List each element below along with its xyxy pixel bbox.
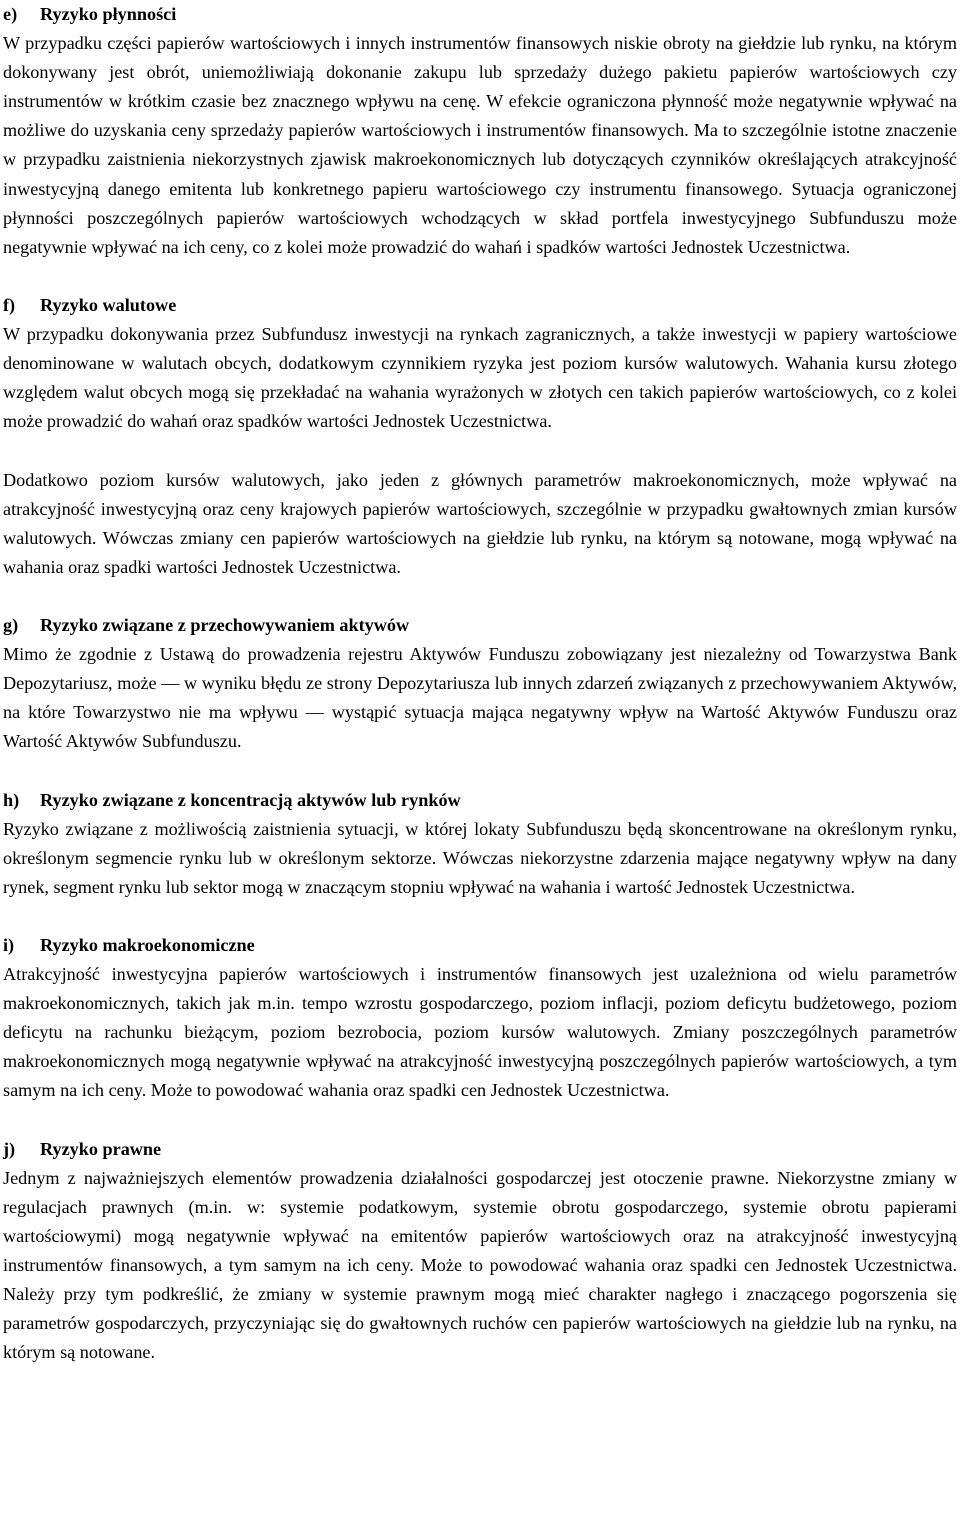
- section-marker: e): [3, 4, 18, 24]
- section-marker: j): [3, 1138, 16, 1159]
- section-heading: [3, 931, 957, 960]
- section-legal-risk: [3, 1135, 957, 1368]
- section-marker: g): [3, 614, 19, 635]
- section-heading: [3, 611, 957, 640]
- section-marker: h): [3, 789, 20, 810]
- section-heading: [3, 291, 957, 320]
- section-title: Ryzyko walutowe: [40, 294, 177, 315]
- section-title: Ryzyko prawne: [40, 1138, 162, 1159]
- section-paragraph: Jednym z najważniejszych elementów prowadzenia działalności gospodarczej jest otoczenie prawne. Niekorzystne zmiany w regulacjach prawnych (m.in. w: systemie podatkowym, systemie obrotu gospodarczego, systemie obrotu papierami wartościowymi) mogą negatywnie wpływać na emitentów papierów wartościowych oraz na atrakcyjność inwestycyjną instrumentów finansowych, a tym samym na ich ceny. Może to powodować wahania oraz spadki cen Jednostek Uczestnictwa. Należy przy tym podkreślić, że zmiany w systemie prawnym mogą mieć charakter nagłego i znaczącego pogorszenia się parametrów gospodarczych, przyczyniając się do gwałtownych ruchów cen papierów wartościowych na giełdzie lub na rynku, na którym są notowane.: [3, 1167, 957, 1363]
- section-currency-risk: [3, 291, 957, 582]
- document-page: [3, 0, 957, 1367]
- section-heading: [3, 0, 957, 29]
- section-title: Ryzyko makroekonomiczne: [40, 935, 255, 955]
- section-title: Ryzyko płynności: [40, 4, 177, 24]
- section-custody-risk: [3, 611, 957, 756]
- section-marker: i): [3, 935, 15, 955]
- section-title: Ryzyko związane z koncentracją aktywów lub rynków: [40, 789, 461, 810]
- section-title: Ryzyko związane z przechowywaniem aktywów: [40, 614, 410, 635]
- section-paragraph: Atrakcyjność inwestycyjna papierów wartościowych i instrumentów finansowych jest uzależniona od wielu parametrów makroekonomicznych, takich jak m.in. tempo wzrostu gospodarczego, poziom inflacji, poziom deficytu budżetowego, poziom deficytu na rachunku bieżącym, poziom bezrobocia, poziom kursów walutowych. Zmiany poszczególnych parametrów makroekonomicznych mogą negatywnie wpływać na atrakcyjność inwestycyjną poszczególnych papierów wartościowych, a tym samym na ich ceny. Może to powodować wahania oraz spadki cen Jednostek Uczestnictwa.: [3, 964, 957, 1101]
- section-paragraph: W przypadku dokonywania przez Subfundusz inwestycji na rynkach zagranicznych, a także inwestycji w papiery wartościowe denominowane w walutach obcych, dodatkowym czynnikiem ryzyka jest poziom kursów walutowych. Wahania kursu złotego względem walut obcych mogą się przekładać na wahania wyrażonych w złotych cen takich papierów wartościowych, co z kolei może prowadzić do wahań oraz spadków wartości Jednostek Uczestnictwa.: [3, 324, 957, 432]
- section-concentration-risk: [3, 786, 957, 902]
- section-heading: [3, 1135, 957, 1164]
- section-paragraph: Mimo że zgodnie z Ustawą do prowadzenia rejestru Aktywów Funduszu zobowiązany jest niezależny od Towarzystwa Bank Depozytariusz, może — w wyniku błędu ze strony Depozytariusza lub innych zdarzeń związanych z przechowywaniem Aktywów, na które Towarzystwo nie ma wpływu — wystąpić sytuacja mająca negatywny wpływ na Wartość Aktywów Funduszu oraz Wartość Aktywów Subfunduszu.: [3, 644, 957, 752]
- section-heading: [3, 786, 957, 815]
- section-paragraph: Ryzyko związane z możliwością zaistnienia sytuacji, w której lokaty Subfunduszu będą skoncentrowane na określonym rynku, określonym segmencie rynku lub w określonym sektorze. Wówczas niekorzystne zdarzenia mające negatywny wpływ na dany rynek, segment rynku lub sektor mogą w znaczącym stopniu wpływać na wahania i wartość Jednostek Uczestnictwa.: [3, 818, 957, 897]
- section-marker: f): [3, 294, 16, 315]
- section-liquidity-risk: [3, 0, 957, 262]
- section-macroeconomic-risk: [3, 931, 957, 1106]
- section-paragraph: W przypadku części papierów wartościowych i innych instrumentów finansowych niskie obroty na giełdzie lub rynku, na którym dokonywany jest obrót, uniemożliwiają dokonanie zakupu lub sprzedaży dużego pakietu papierów wartościowych czy instrumentów w krótkim czasie bez znacznego wpływu na cenę. W efekcie ograniczona płynność może negatywnie wpływać na możliwe do uzyskania ceny sprzedaży papierów wartościowych i instrumentów finansowych. Ma to szczególnie istotne znaczenie w przypadku zaistnienia niekorzystnych zjawisk makroekonomicznych lub dotyczących czynników określających atrakcyjność inwestycyjną danego emitenta lub konkretnego papieru wartościowego czy instrumentu finansowego. Sytuacja ograniczonej płynności poszczególnych papierów wartościowych wchodzących w skład portfela inwestycyjnego Subfunduszu może negatywnie wpływać na ich ceny, co z kolei może prowadzić do wahań i spadków wartości Jednostek Uczestnictwa.: [3, 33, 957, 257]
- section-paragraph: Dodatkowo poziom kursów walutowych, jako jeden z głównych parametrów makroekonomicznych, może wpływać na atrakcyjność inwestycyjną oraz ceny krajowych papierów wartościowych, szczególnie w przypadku gwałtownych zmian kursów walutowych. Wówczas zmiany cen papierów wartościowych na giełdzie lub rynku, na którym są notowane, mogą wpływać na wahania oraz spadki wartości Jednostek Uczestnictwa.: [3, 469, 957, 577]
